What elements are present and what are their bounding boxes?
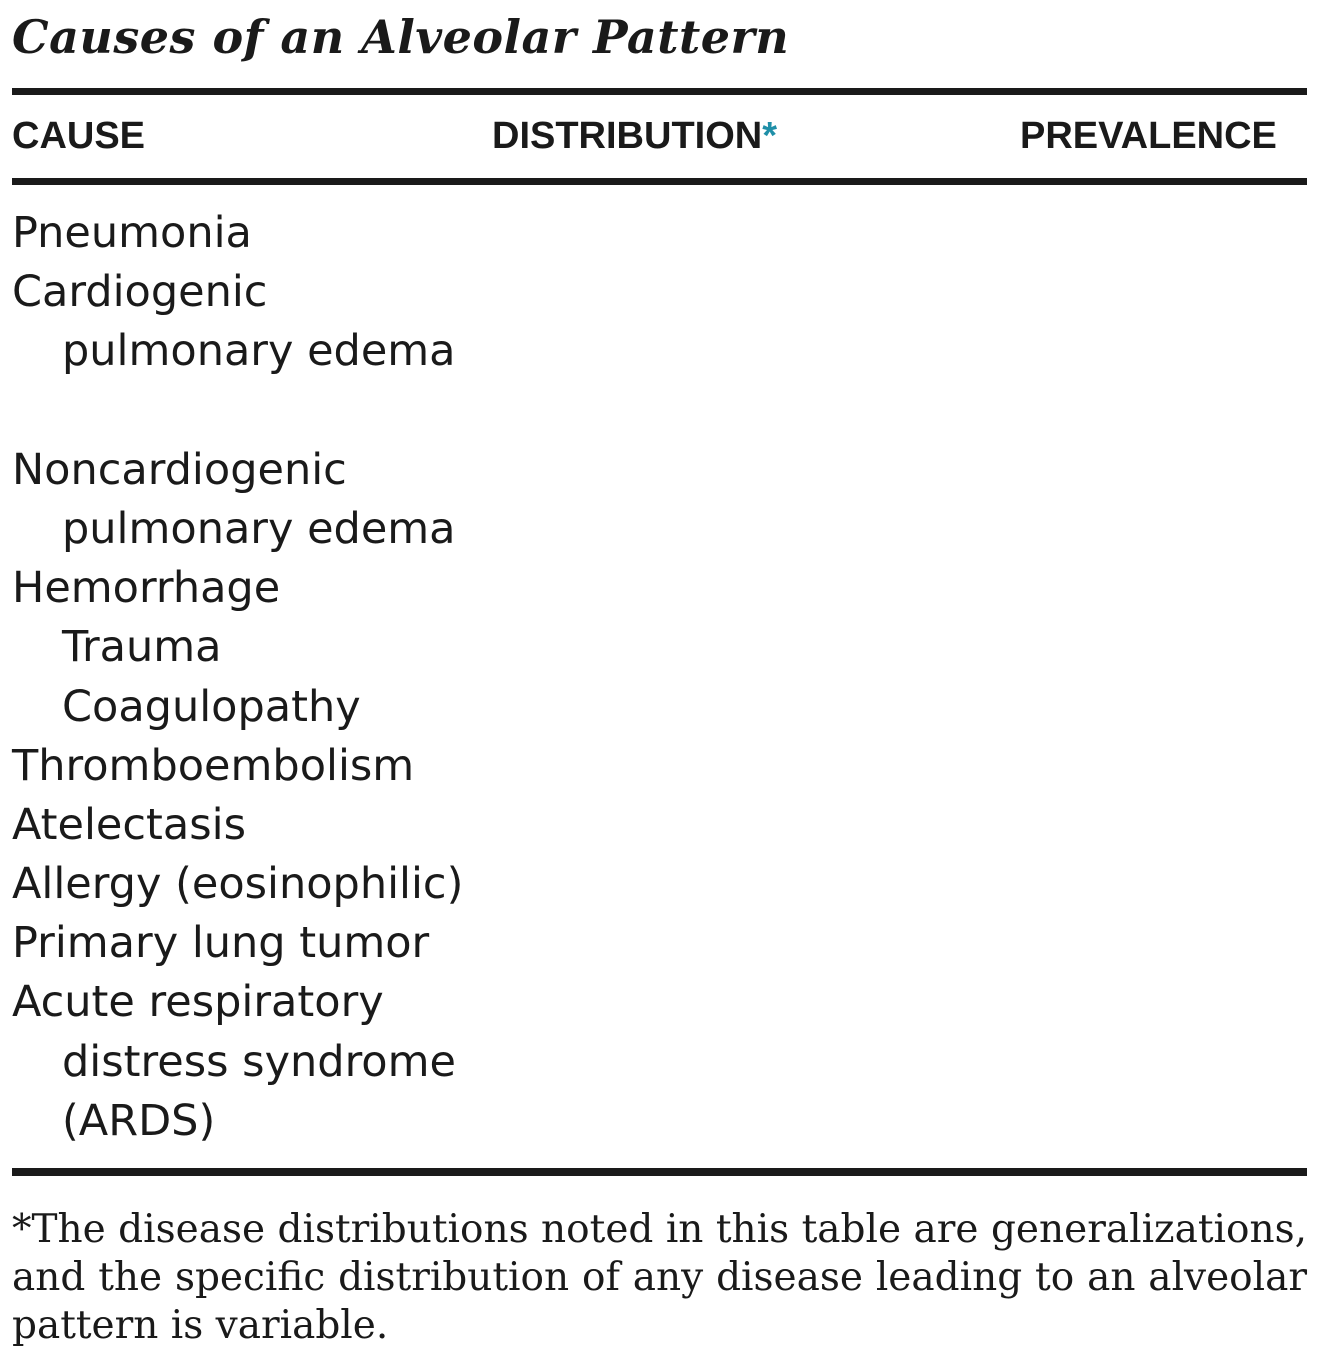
header-distribution bbox=[492, 112, 777, 160]
table-title: Causes of an Alveolar Pattern bbox=[12, 10, 790, 64]
cause-row: Cardiogenic bbox=[12, 267, 268, 318]
cause-row-continued: pulmonary edema bbox=[62, 503, 456, 554]
cause-row-continued: distress syndrome bbox=[62, 1036, 456, 1087]
header-rule bbox=[12, 178, 1307, 185]
top-rule bbox=[12, 88, 1307, 95]
cause-subitem: Coagulopathy bbox=[62, 681, 361, 732]
cause-row: Pneumonia bbox=[12, 208, 252, 258]
cause-subitem: Trauma bbox=[62, 622, 222, 673]
header-cause: CAUSE bbox=[12, 115, 146, 157]
footnote-marker: * bbox=[762, 115, 778, 157]
cause-row-continued: pulmonary edema bbox=[62, 326, 456, 377]
cause-row-continued: (ARDS) bbox=[62, 1095, 216, 1146]
cause-row: Primary lung tumor bbox=[12, 918, 430, 969]
cause-row: Acute respiratory bbox=[12, 977, 384, 1028]
header-prevalence: PREVALENCE bbox=[1020, 115, 1277, 157]
bottom-rule bbox=[12, 1168, 1307, 1176]
row-spacer bbox=[12, 382, 463, 441]
cause-row: Atelectasis bbox=[12, 799, 246, 850]
table-footnote: *The disease distributions noted in this table are generalizations, and the specific distribution of any disease leading to an alveolar pattern is variable. bbox=[12, 1207, 1307, 1348]
cause-row: Allergy (eosinophilic) bbox=[12, 859, 464, 910]
header-distribution-label: DISTRIBUTION bbox=[492, 115, 763, 157]
cause-row: Noncardiogenic bbox=[12, 444, 347, 495]
cause-row: Thromboembolism bbox=[12, 740, 415, 791]
cause-row: Hemorrhage bbox=[12, 563, 281, 614]
cause-list bbox=[12, 204, 463, 1151]
